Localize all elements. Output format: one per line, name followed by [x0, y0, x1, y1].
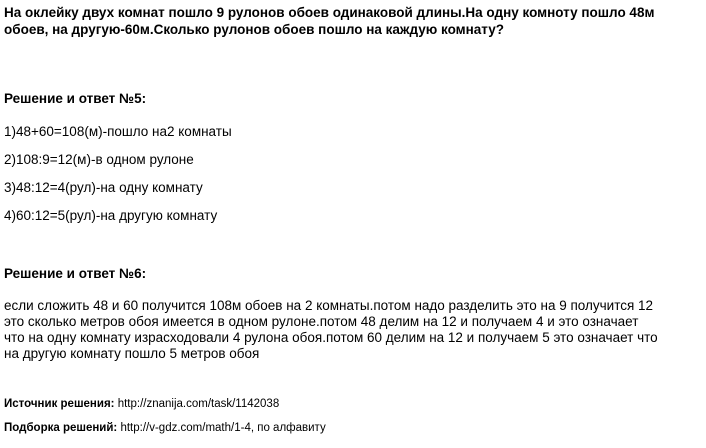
solution-5-step-1: 1)48+60=108(м)-пошло на2 комнаты	[4, 124, 232, 139]
solution-6-line-1: если сложить 48 и 60 получится 108м обоев на 2 комнаты.потом надо разделить это на 9 получится 12	[4, 298, 654, 313]
source-label: Источник решения:	[4, 398, 118, 410]
solution-5-heading: Решение и ответ №5:	[4, 91, 147, 106]
solution-6-line-4: на другую комнату пошло 5 метров обоя	[4, 346, 260, 361]
collection-link[interactable]: http://v-gdz.com/math/1-4, по алфавиту	[120, 422, 326, 434]
solution-6-line-3: что на одну комнату израсходовали 4 рулона обоя.потом 60 делим на 12 и получаем 5 это означает что	[4, 330, 658, 345]
problem-statement	[4, 4, 702, 38]
source-link[interactable]: http://znanija.com/task/1142038	[117, 398, 280, 410]
problem-line-1: На оклейку двух комнат пошло 9 рулонов обоев одинаковой длины.На одну комноту пошло 48м	[4, 5, 655, 20]
solution-5-step-3: 3)48:12=4(рул)-на одну комнату	[4, 180, 203, 195]
solution-6-text	[4, 298, 704, 362]
collection-label: Подборка решений:	[4, 422, 121, 434]
solution-6-heading: Решение и ответ №6:	[4, 266, 147, 281]
collection-line	[4, 421, 326, 435]
source-line	[4, 397, 279, 411]
problem-line-2: обоев, на другую-60м.Сколько рулонов обоев пошло на каждую комнату?	[4, 22, 504, 37]
solution-6-line-2: это сколько метров обоя имеется в одном рулоне.потом 48 делим на 12 и получаем 4 и это означает	[4, 314, 639, 329]
solution-5-step-2: 2)108:9=12(м)-в одном рулоне	[4, 152, 194, 167]
solution-5-step-4: 4)60:12=5(рул)-на другую комнату	[4, 208, 218, 223]
